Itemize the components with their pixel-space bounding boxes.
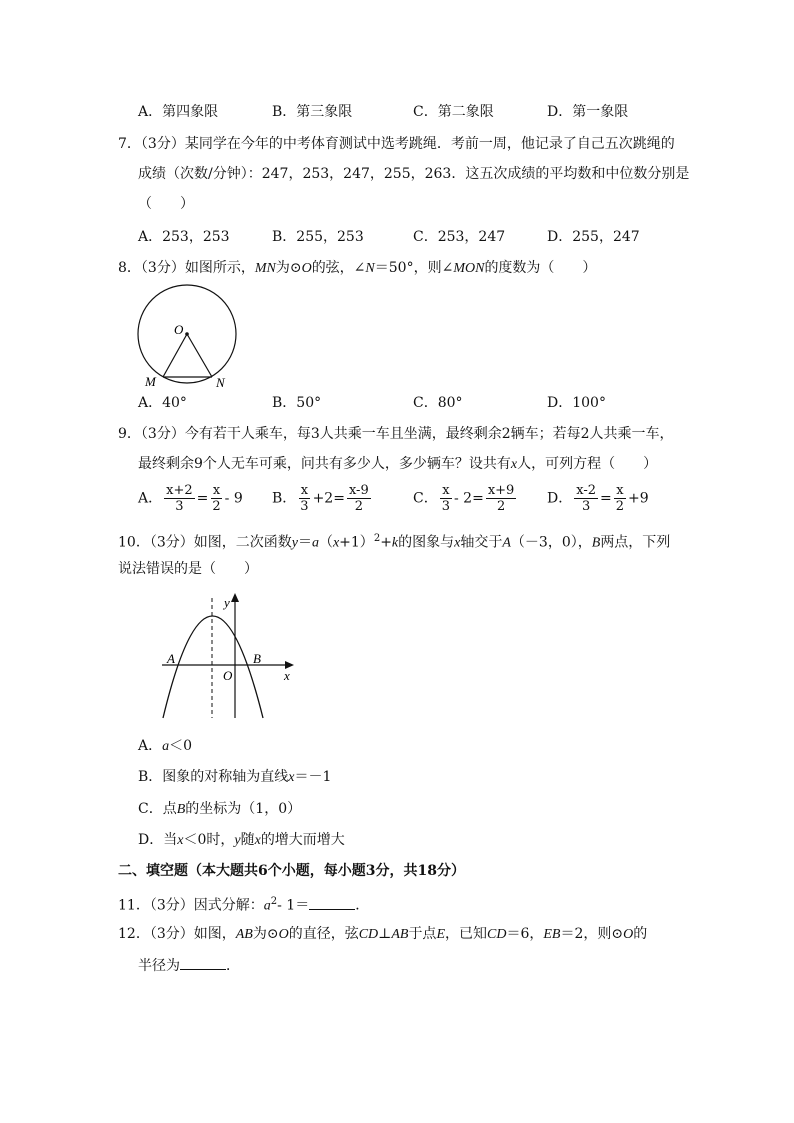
label-o: O	[223, 668, 233, 683]
q9-line-1: 9．（3分）今有若干人乘车，每3人共乘一车且坐满，最终剩余2辆车；若每2人共乘一车，	[118, 426, 674, 442]
q8-option-b: B．50°	[272, 395, 322, 411]
q10-option-c: C．点B的坐标为（1，0）	[138, 801, 302, 817]
center-dot	[185, 332, 189, 336]
q9-option-b: B． $\frac{x}{3}$ +2= $\frac{x-9}{2}$	[272, 483, 369, 514]
q8-option-d: D．100°	[547, 395, 606, 411]
parabola-curve	[163, 616, 263, 718]
q9-option-d: D． $\frac{x-2}{3}$ = $\frac{x}{2}$ +9	[547, 483, 649, 514]
q9-option-c: C． $\frac{x}{3}$ - 2= $\frac{x+9}{2}$	[413, 483, 515, 514]
q12-answer-blank	[180, 955, 226, 970]
label-n: N	[216, 375, 225, 390]
q7-option-b: B．255，253	[272, 229, 364, 245]
q11-stem: 11．（3分）因式分解：$a^2-$ 1＝ ．	[118, 896, 370, 914]
q6-option-d: D．第一象限	[547, 104, 629, 120]
y-axis-arrow	[231, 593, 239, 602]
q9-line-2: 最终剩余9个人无车可乘，问共有多少人，多少辆车？设共有x人，可列方程（ ）	[138, 456, 658, 472]
q6-option-a: A．第四象限	[138, 104, 219, 120]
q8-stem: 8．（3分）如图所示，MN为⊙O的弦，∠N＝50°，则∠MON的度数为（ ）	[118, 260, 597, 276]
q10-parabola-figure	[160, 590, 300, 724]
q10-option-b: B．图象的对称轴为直线x＝－1	[138, 769, 332, 785]
label-x: x	[284, 668, 290, 683]
label-o: O	[174, 322, 184, 337]
q10-option-d: D．当x＜0时，y随x的增大而增大	[138, 832, 345, 848]
q12-line-1: 12．（3分）如图，AB为⊙O的直径，弦CD⊥AB于点E，已知CD＝6，EB＝2，则⊙O的	[118, 926, 648, 942]
q6-option-c: C．第二象限	[413, 104, 494, 120]
section-2-heading: 二、填空题（本大题共6个小题，每小题3分，共18分）	[118, 863, 465, 879]
q7-line-3: （ ）	[138, 196, 194, 212]
q10-line-1: 10．（3分）如图，二次函数$y=a(x+1)^2+k$的图象与x轴交于A（－3，0），B两点，下列	[118, 533, 671, 551]
q11-answer-blank	[309, 895, 355, 910]
q8-option-c: C．80°	[413, 395, 463, 411]
label-y: y	[224, 595, 230, 610]
q10-line-2: 说法错误的是（ ）	[118, 561, 258, 577]
q8-circle-figure	[132, 284, 244, 390]
q7-option-a: A．253，253	[138, 229, 230, 245]
q7-option-d: D．255，247	[547, 229, 640, 245]
q7-line-2: 成绩（次数/分钟）：247，253，247，255，263．这五次成绩的平均数和中位数分别是	[138, 166, 690, 182]
label-b: B	[253, 651, 261, 666]
q6-option-b: B．第三象限	[272, 104, 353, 120]
q12-line-2: 半径为 ．	[138, 955, 240, 976]
radius-om	[163, 334, 187, 377]
q8-option-a: A．40°	[138, 395, 187, 411]
q7-line-1: 7．（3分）某同学在今年的中考体育测试中选考跳绳．考前一周，他记录了自己五次跳绳的	[118, 136, 675, 152]
label-a: A	[167, 651, 175, 666]
label-m: M	[145, 374, 156, 389]
q9-option-a: A． $\frac{x+2}{3}$ = $\frac{x}{2}$ - 9	[138, 483, 243, 514]
q10-option-a: A．a＜0	[138, 738, 193, 754]
q7-option-c: C．253，247	[413, 229, 506, 245]
radius-on	[187, 334, 212, 377]
